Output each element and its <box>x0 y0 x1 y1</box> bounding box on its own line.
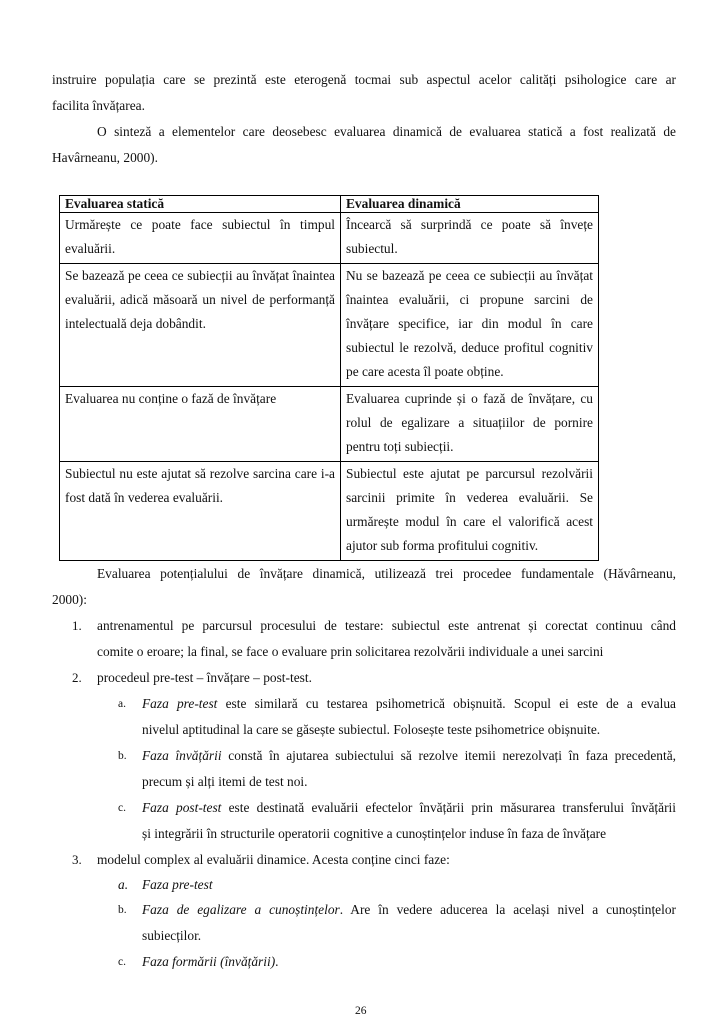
sublist-item-line-1 <box>142 877 213 892</box>
list-item-1-line-2: comite o eroare; la final, se face o evaluare prin solicitarea rezolvării individuale a unei sarcini <box>97 644 604 659</box>
sublist-item-line-2: precum și alți itemi de test noi. <box>142 774 308 789</box>
cell-static-text: Se bazează pe ceea ce subiecții au învățat înaintea evaluării, adică măsoară un nivel de performanță intelectuală deja dobândit. <box>65 268 335 331</box>
sublist-letter: c. <box>118 956 126 968</box>
cell-static-text: Evaluarea nu conține o fază de învățare <box>65 391 277 406</box>
sublist-item-line-1 <box>142 954 279 969</box>
cell-dynamic <box>341 462 599 561</box>
cell-static <box>60 213 341 264</box>
cell-dynamic-text: Subiectul este ajutat pe parcursul rezolvării sarcinii primite în vederea evaluării. Se urmărește modul în care el valorifică acest ajutor sub forma profitului cognitiv. <box>346 466 593 553</box>
cell-dynamic <box>341 264 599 387</box>
potential-line-2: 2000): <box>52 592 87 607</box>
sublist-letter: b. <box>118 904 127 916</box>
sublist-item-line-1 <box>142 902 676 917</box>
cell-static-text: Urmărește ce poate face subiectul în timpul evaluării. <box>65 217 335 256</box>
phase-text: este destinată evaluării efectelor învățării prin măsurarea transferului învățării <box>221 800 676 815</box>
list-number: 3. <box>72 852 82 867</box>
potential-line-1: Evaluarea potențialului de învățare dinamică, utilizează trei procedee fundamentale (Hăvârneanu, <box>97 566 676 581</box>
sublist-letter: a. <box>118 698 126 710</box>
sublist-letter: b. <box>118 750 127 762</box>
cell-static <box>60 462 341 561</box>
cell-dynamic-text: Nu se bazează pe ceea ce subiecții au învățat înaintea evaluării, ci propune sarcini de învățare specifice, iar din modul în care subiectul le rezolvă, deduce profitul cognitiv pe care acesta îl poate obține. <box>346 268 593 379</box>
list-item-3-text: modelul complex al evaluării dinamice. Acesta conține cinci faze: <box>97 852 450 867</box>
cell-static-text: Subiectul nu este ajutat să rezolve sarcina care i-a fost dată în vederea evaluării. <box>65 466 335 505</box>
sublist-letter: c. <box>118 802 126 814</box>
sublist-letter: a. <box>118 877 129 892</box>
cell-static <box>60 264 341 387</box>
phase-term: Faza post-test <box>142 800 222 815</box>
sublist-item-line-2: subiecților. <box>142 928 202 943</box>
sublist-item-line-1 <box>142 696 676 711</box>
phase-term: Faza învățării <box>142 748 222 763</box>
intro-line-1: instruire populația care se prezintă este eterogenă tocmai sub aspectul acelor calități psihologice care ar <box>52 72 676 87</box>
cell-dynamic <box>341 387 599 462</box>
synthesis-line-2: Havârneanu, 2000). <box>52 150 158 165</box>
phase-term: Faza pre-test <box>142 877 213 892</box>
sublist-item-line-2: și integrării în structurile operatorii cognitive a cunoștințelor induse în faza de învățare <box>142 826 607 841</box>
sublist-item-line-2: nivelul aptitudinal la care se găsește subiectul. Folosește teste psihometrice obișnuite. <box>142 722 601 737</box>
sublist-item-line-1 <box>142 748 676 763</box>
phase-term: Faza pre-test <box>142 696 218 711</box>
phase-term: Faza formării (învățării) <box>142 954 276 969</box>
page-number: 26 <box>355 1005 367 1017</box>
phase-text: . Are în vedere aducerea la același nivel a cunoștințelor <box>339 902 677 917</box>
cell-dynamic <box>341 213 599 264</box>
header-dynamic: Evaluarea dinamică <box>341 196 599 213</box>
table-row <box>60 213 599 264</box>
table-header-row <box>60 196 599 213</box>
sublist-item-line-1 <box>142 800 676 815</box>
list-item-1-line-1: antrenamentul pe parcursul procesului de testare: subiectul este antrenat și corectat continuu când <box>97 618 676 633</box>
list-number: 2. <box>72 670 82 685</box>
table-row <box>60 264 599 387</box>
phase-term: Faza de egalizare a cunoștințelor <box>142 902 340 917</box>
table-row <box>60 387 599 462</box>
intro-line-2: facilita învățarea. <box>52 98 145 113</box>
cell-static <box>60 387 341 462</box>
header-static: Evaluarea statică <box>60 196 341 213</box>
comparison-table <box>59 195 599 561</box>
list-item-2-text: procedeul pre-test – învățare – post-test. <box>97 670 312 685</box>
table-row <box>60 462 599 561</box>
phase-text: este similară cu testarea psihometrică obișnuită. Scopul ei este de a evalua <box>217 696 676 711</box>
list-number: 1. <box>72 618 82 633</box>
synthesis-line-1: O sinteză a elementelor care deosebesc evaluarea dinamică de evaluarea statică a fost realizată de <box>97 124 676 139</box>
cell-dynamic-text: Încearcă să surprindă ce poate să învețe subiectul. <box>346 217 593 256</box>
cell-dynamic-text: Evaluarea cuprinde și o fază de învățare, cu rolul de egalizare a situațiilor de pornire pentru toți subiecții. <box>346 391 593 454</box>
phase-text: . <box>275 954 279 969</box>
phase-text: constă în ajutarea subiectului să rezolve itemii nerezolvați în faza precedentă, <box>221 748 676 763</box>
